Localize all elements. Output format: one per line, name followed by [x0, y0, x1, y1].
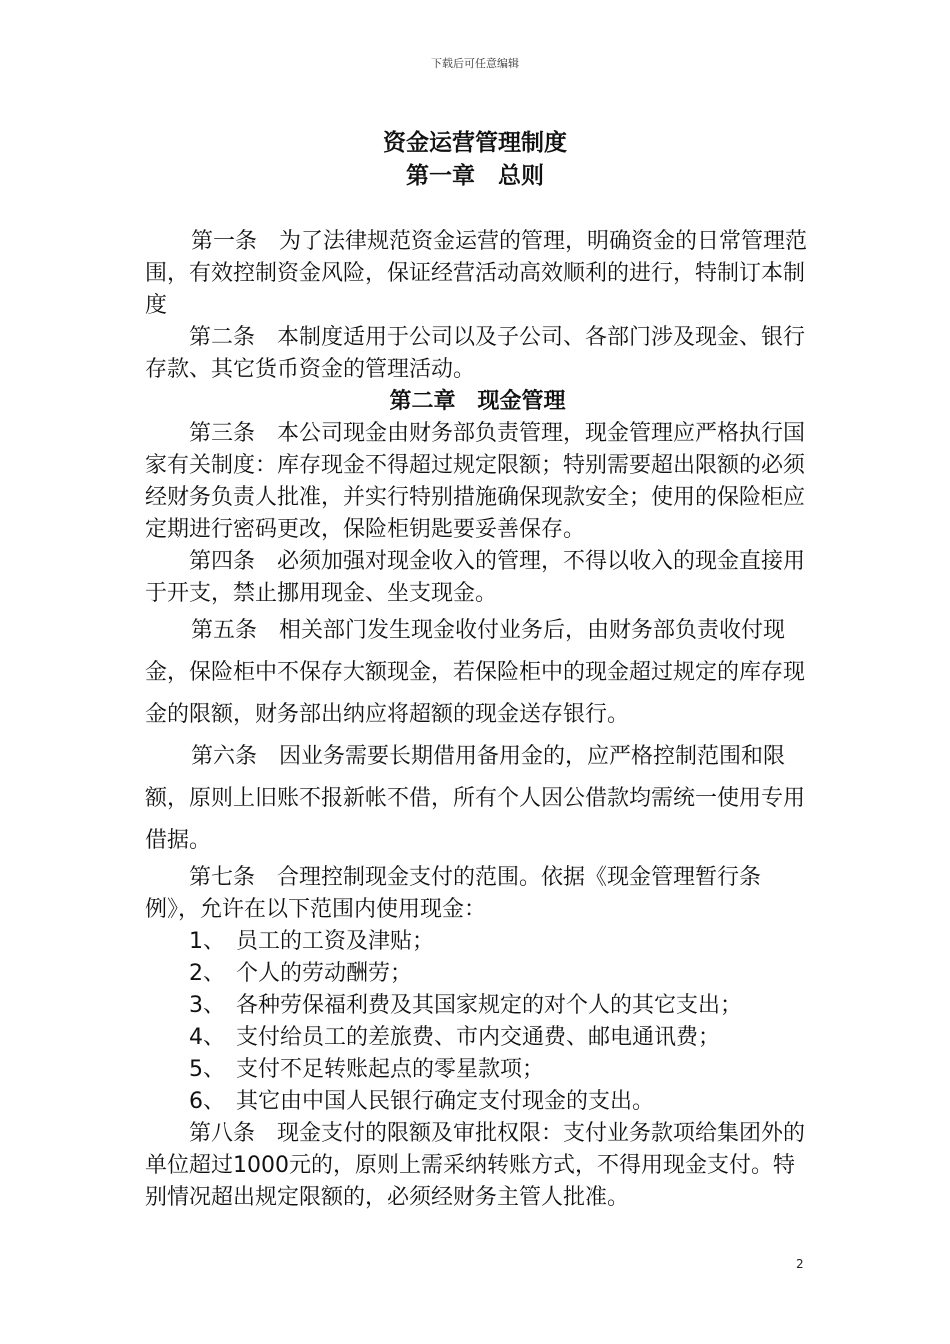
- page-number: 2: [796, 1257, 804, 1271]
- list-item: 3、 各种劳保福利费及其国家规定的对个人的其它支出；: [189, 993, 742, 1018]
- list-item: 6、 其它由中国人民银行确定支付现金的支出。: [189, 1089, 654, 1114]
- page-header: 下载后可任意编辑: [431, 57, 519, 70]
- document-body: [145, 226, 810, 1214]
- chapter-1-heading: 第一章 总则: [406, 163, 544, 189]
- document-title: 资金运营管理制度: [383, 130, 567, 156]
- article-6: 第六条 因业务需要长期借用备用金的，应严格控制范围和限额，原则上旧账不报新帐不借，所有个人因公借款均需统一使用专用借据。: [145, 744, 806, 853]
- article-4: 第四条 必须加强对现金收入的管理，不得以收入的现金直接用于开支，禁止挪用现金、坐支现金。: [145, 549, 806, 606]
- article-8: 第八条 现金支付的限额及审批权限：支付业务款项给集团外的单位超过1000元的，原则上需采纳转账方式，不得用现金支付。特别情况超出规定限额的，必须经财务主管人批准。: [145, 1121, 806, 1210]
- article-1: 第一条 为了法律规范资金运营的管理，明确资金的日常管理范围，有效控制资金风险，保证经营活动高效顺利的进行，特制订本制度: [145, 229, 808, 318]
- list-item: 4、 支付给员工的差旅费、市内交通费、邮电通讯费；: [189, 1025, 720, 1050]
- article-7: 第七条 合理控制现金支付的范围。依据《现金管理暂行条例》，允许在以下范围内使用现金：: [145, 865, 762, 922]
- chapter-2-heading: 第二章 现金管理: [389, 389, 566, 414]
- article-3: 第三条 本公司现金由财务部负责管理，现金管理应严格执行国家有关制度：库存现金不得超过规定限额；特别需要超出限额的必须经财务负责人批准，并实行特别措施确保现款安全；使用的保险柜应定期进行密码更改，保险柜钥匙要妥善保存。: [145, 421, 806, 542]
- article-5: 第五条 相关部门发生现金收付业务后，由财务部负责收付现金，保险柜中不保存大额现金，若保险柜中的现金超过规定的库存现金的限额，财务部出纳应将超额的现金送存银行。: [145, 618, 806, 727]
- article-2: 第二条 本制度适用于公司以及子公司、各部门涉及现金、银行存款、其它货币资金的管理活动。: [145, 325, 806, 382]
- list-item: 1、 员工的工资及津贴；: [189, 929, 434, 954]
- list-item: 2、 个人的劳动酬劳；: [189, 961, 412, 986]
- list-item: 5、 支付不足转账起点的零星款项；: [189, 1057, 544, 1082]
